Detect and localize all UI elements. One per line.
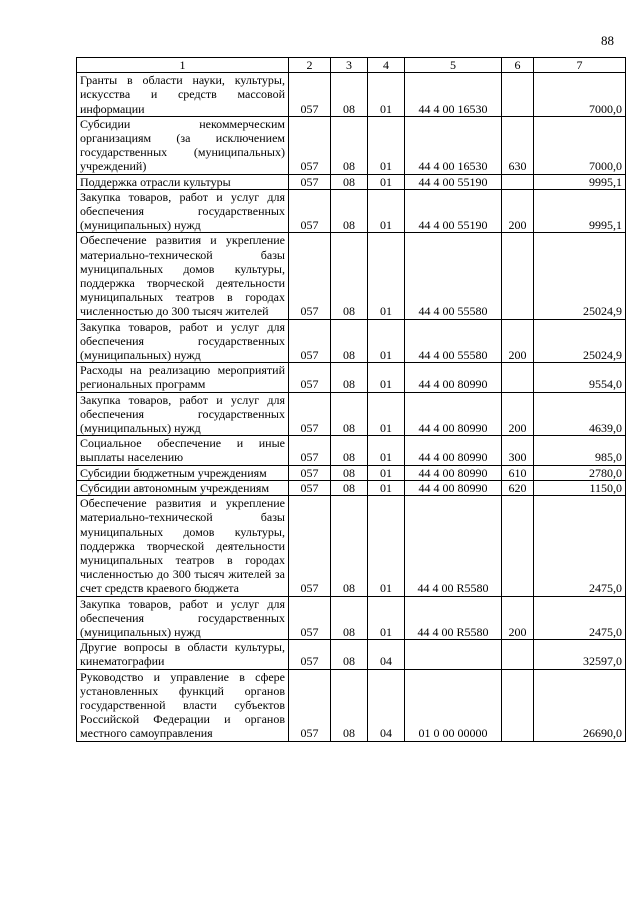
section-code: 08 (331, 465, 368, 480)
item-name: Закупка товаров, работ и услуг для обеспечения государственных (муниципальных) нужд (77, 392, 289, 436)
ministry-code: 057 (289, 480, 331, 495)
subsection-code: 04 (368, 640, 405, 669)
section-code: 08 (331, 596, 368, 640)
ministry-code: 057 (289, 465, 331, 480)
target-article-code: 44 4 00 55190 (405, 174, 502, 189)
amount: 32597,0 (534, 640, 626, 669)
item-name: Социальное обеспечение и иные выплаты населению (77, 436, 289, 465)
target-article-code: 44 4 00 55190 (405, 189, 502, 233)
subsection-code: 01 (368, 392, 405, 436)
target-article-code (405, 640, 502, 669)
table-row (77, 116, 626, 174)
section-code: 08 (331, 669, 368, 741)
expense-type-code: 200 (502, 392, 534, 436)
section-code: 08 (331, 496, 368, 596)
subsection-code: 01 (368, 233, 405, 319)
item-name: Закупка товаров, работ и услуг для обеспечения государственных (муниципальных) нужд (77, 189, 289, 233)
subsection-code: 01 (368, 436, 405, 465)
column-header: 6 (502, 58, 534, 73)
table-row (77, 319, 626, 363)
table-row (77, 73, 626, 117)
amount: 7000,0 (534, 116, 626, 174)
amount: 25024,9 (534, 233, 626, 319)
column-header: 7 (534, 58, 626, 73)
column-header: 1 (77, 58, 289, 73)
expense-type-code (502, 174, 534, 189)
target-article-code: 44 4 00 80990 (405, 363, 502, 392)
target-article-code: 44 4 00 16530 (405, 73, 502, 117)
amount: 25024,9 (534, 319, 626, 363)
item-name: Расходы на реализацию мероприятий региональных программ (77, 363, 289, 392)
page-number: 88 (601, 33, 614, 48)
amount: 7000,0 (534, 73, 626, 117)
table-row (77, 480, 626, 495)
target-article-code: 44 4 00 55580 (405, 233, 502, 319)
table-row (77, 596, 626, 640)
subsection-code: 01 (368, 465, 405, 480)
target-article-code: 01 0 00 00000 (405, 669, 502, 741)
table-row (77, 392, 626, 436)
ministry-code: 057 (289, 319, 331, 363)
subsection-code: 01 (368, 596, 405, 640)
target-article-code: 44 4 00 16530 (405, 116, 502, 174)
subsection-code: 01 (368, 319, 405, 363)
ministry-code: 057 (289, 640, 331, 669)
target-article-code: 44 4 00 80990 (405, 392, 502, 436)
expense-type-code: 200 (502, 319, 534, 363)
expense-type-code: 200 (502, 596, 534, 640)
ministry-code: 057 (289, 363, 331, 392)
table-row (77, 640, 626, 669)
item-name: Руководство и управление в сфере установленных функций органов государственной власти субъектов Российской Федерации и органов местного самоуправления (77, 669, 289, 741)
ministry-code: 057 (289, 436, 331, 465)
table-row (77, 363, 626, 392)
amount: 9554,0 (534, 363, 626, 392)
expense-type-code: 610 (502, 465, 534, 480)
column-header: 4 (368, 58, 405, 73)
section-code: 08 (331, 640, 368, 669)
subsection-code: 01 (368, 73, 405, 117)
amount: 9995,1 (534, 174, 626, 189)
amount: 1150,0 (534, 480, 626, 495)
item-name: Субсидии бюджетным учреждениям (77, 465, 289, 480)
column-header: 2 (289, 58, 331, 73)
table-row (77, 189, 626, 233)
section-code: 08 (331, 392, 368, 436)
section-code: 08 (331, 73, 368, 117)
section-code: 08 (331, 116, 368, 174)
section-code: 08 (331, 189, 368, 233)
ministry-code: 057 (289, 233, 331, 319)
subsection-code: 01 (368, 363, 405, 392)
amount: 2780,0 (534, 465, 626, 480)
expense-type-code: 300 (502, 436, 534, 465)
budget-table (76, 57, 626, 742)
table-row (77, 669, 626, 741)
target-article-code: 44 4 00 80990 (405, 480, 502, 495)
section-code: 08 (331, 233, 368, 319)
subsection-code: 04 (368, 669, 405, 741)
subsection-code: 01 (368, 116, 405, 174)
table-row (77, 174, 626, 189)
section-code: 08 (331, 436, 368, 465)
item-name: Закупка товаров, работ и услуг для обеспечения государственных (муниципальных) нужд (77, 596, 289, 640)
expense-type-code: 630 (502, 116, 534, 174)
item-name: Обеспечение развития и укрепление материально-технической базы муниципальных домов культуры, поддержка творческой деятельности муниципальных театров в городах численностью до 300 тысяч жителей за счет средств краевого бюджета (77, 496, 289, 596)
target-article-code: 44 4 00 80990 (405, 436, 502, 465)
ministry-code: 057 (289, 73, 331, 117)
column-header: 5 (405, 58, 502, 73)
item-name: Субсидии некоммерческим организациям (за исключением государственных (муниципальных) учреждений) (77, 116, 289, 174)
section-code: 08 (331, 480, 368, 495)
table-row (77, 233, 626, 319)
expense-type-code (502, 640, 534, 669)
item-name: Обеспечение развития и укрепление материально-технической базы муниципальных домов культуры, поддержка творческой деятельности муниципальных театров в городах численностью до 300 тысяч жителей (77, 233, 289, 319)
header-row (77, 58, 626, 73)
expense-type-code (502, 73, 534, 117)
expense-type-code: 620 (502, 480, 534, 495)
expense-type-code (502, 233, 534, 319)
item-name: Закупка товаров, работ и услуг для обеспечения государственных (муниципальных) нужд (77, 319, 289, 363)
table-row (77, 465, 626, 480)
ministry-code: 057 (289, 596, 331, 640)
target-article-code: 44 4 00 R5580 (405, 496, 502, 596)
amount: 2475,0 (534, 496, 626, 596)
item-name: Субсидии автономным учреждениям (77, 480, 289, 495)
amount: 4639,0 (534, 392, 626, 436)
amount: 2475,0 (534, 596, 626, 640)
subsection-code: 01 (368, 189, 405, 233)
target-article-code: 44 4 00 80990 (405, 465, 502, 480)
amount: 9995,1 (534, 189, 626, 233)
subsection-code: 01 (368, 480, 405, 495)
ministry-code: 057 (289, 189, 331, 233)
item-name: Поддержка отрасли культуры (77, 174, 289, 189)
amount: 26690,0 (534, 669, 626, 741)
table-row (77, 496, 626, 596)
target-article-code: 44 4 00 55580 (405, 319, 502, 363)
subsection-code: 01 (368, 496, 405, 596)
amount: 985,0 (534, 436, 626, 465)
section-code: 08 (331, 319, 368, 363)
ministry-code: 057 (289, 116, 331, 174)
ministry-code: 057 (289, 496, 331, 596)
section-code: 08 (331, 363, 368, 392)
item-name: Гранты в области науки, культуры, искусства и средств массовой информации (77, 73, 289, 117)
expense-type-code: 200 (502, 189, 534, 233)
target-article-code: 44 4 00 R5580 (405, 596, 502, 640)
ministry-code: 057 (289, 669, 331, 741)
ministry-code: 057 (289, 174, 331, 189)
column-header: 3 (331, 58, 368, 73)
expense-type-code (502, 669, 534, 741)
expense-type-code (502, 496, 534, 596)
ministry-code: 057 (289, 392, 331, 436)
subsection-code: 01 (368, 174, 405, 189)
expense-type-code (502, 363, 534, 392)
table-row (77, 436, 626, 465)
item-name: Другие вопросы в области культуры, кинематографии (77, 640, 289, 669)
section-code: 08 (331, 174, 368, 189)
